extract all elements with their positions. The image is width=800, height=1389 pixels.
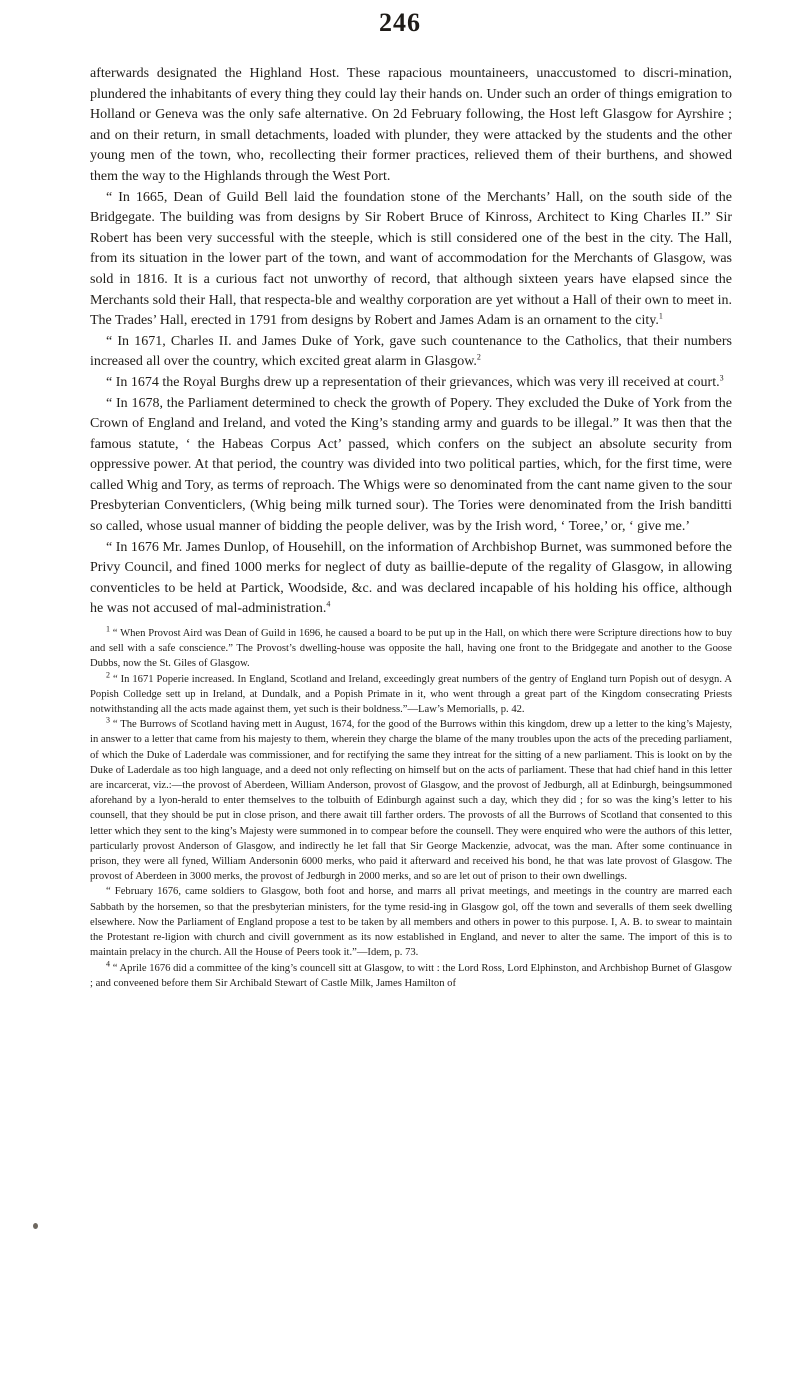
footnote-text: “ When Provost Aird was Dean of Guild in 1696, he caused a board to be put up in the Hall, on which there were Scripture directions how to buy and sell with a safe conscience.” The Provost’s dwelling-house was opposite the hall, having one front to the Bridgegate and another to the Goose Dubbs, now the St. Giles of Glasgow. xyxy=(90,628,732,670)
footnote-text: “ Aprile 1676 did a committee of the king’s councell sitt at Glasgow, to witt : the Lord Ross, Lord Elphinston, and Archbishop Burnet of Glasgow ; and conveened before them Sir Archibald Stewart of Castle Milk, James Hamilton of xyxy=(90,962,732,989)
footnote-text: “ February 1676, came soldiers to Glasgow, both foot and horse, and marrs all privat meetings, and meetings in the country are marred each Sabbath by the horsemen, so that the presbyterian ministers, for the tyme resid-ing in Glasgow gol, off the town and severalls of them seek dwelling elsewhere. Now the Parliament of England propose a test to be taken by all members and others in power to this purpose. I, A. B. to swear to maintain the Protestant re-ligion with church and civill government as its now established in England, and never to alter the same. The import of this is to maintain prelacy in the church. All the House of Peers took it.”—Idem, p. 73. xyxy=(90,886,732,959)
paragraph-text: “ In 1676 Mr. James Dunlop, of Househill, on the information of Archbishop Burnet, was summoned before the Privy Council, and fined 1000 merks for neglect of duty as baillie-depute of the regality of Glasgow, in allowing conventicles to be held at Partick, Woodside, &c. and was declared incapable of his holding his office, although he was not accused of mal-administration. xyxy=(90,539,732,617)
paragraph xyxy=(90,373,732,394)
page-number: 246 xyxy=(379,8,421,37)
footnote-ref: 4 xyxy=(326,599,331,609)
footnote-mark: 4 xyxy=(106,958,110,968)
footnote xyxy=(90,958,732,991)
paragraph xyxy=(90,64,732,188)
footnote-ref: 3 xyxy=(719,373,724,383)
paragraph-text: afterwards designated the Highland Host. These rapacious mountaineers, unaccustomed to discri-mination, plundered the inhabitants of every thing they could lay their hands on. Under such an order of things emigration to Holland or Geneva was the only safe alternative. On 2d February following, the Host left Glasgow for Ayrshire ; and on their return, in small detachments, loaded with plunder, they were attacked by the students and the other young men of the town, who, recollecting their former practices, relieved them of their burthens, and showed them the way to the Highlands through the West Port. xyxy=(90,66,732,184)
paragraph-text: “ In 1671, Charles II. and James Duke of York, gave such countenance to the Catholics, that their numbers increased all over the country, which excited great alarm in Glasgow. xyxy=(90,333,732,370)
footnote-mark: 3 xyxy=(106,715,110,725)
paragraph-text: “ In 1665, Dean of Guild Bell laid the foundation stone of the Merchants’ Hall, on the south side of the Bridgegate. The building was from designs by Sir Robert Bruce of Kinross, Architect to King Charles II.” Sir Robert has been very successful with the steeple, which is still considered one of the best in the city. The Hall, from its situation in the lower part of the town, and want of accommodation for the Merchants of Glasgow, was sold in 1816. It is a curious fact not unworthy of record, that although sixteen years have elapsed since the Merchants sold their Hall, that respecta-ble and wealthy corporation are yet without a Hall of their own to meet in. The Trades’ Hall, erected in 1791 from designs by Robert and James Adam is an ornament to the city. xyxy=(90,189,732,329)
footnote-ref: 1 xyxy=(658,311,663,321)
paragraph-text: “ In 1674 the Royal Burghs drew up a representation of their grievances, which was very ill received at court. xyxy=(106,374,720,390)
footnote xyxy=(90,717,732,884)
footnotes xyxy=(90,626,732,991)
ink-blemish xyxy=(33,1223,38,1229)
paragraph xyxy=(90,332,732,373)
text-block xyxy=(90,64,732,991)
footnote-mark: 1 xyxy=(106,624,110,634)
footnote xyxy=(90,884,732,960)
body-text xyxy=(90,64,732,620)
footnote xyxy=(90,672,732,718)
paragraph xyxy=(90,538,732,620)
footnote xyxy=(90,626,732,672)
footnote-ref: 2 xyxy=(476,352,481,362)
paragraph xyxy=(90,394,732,538)
footnote-mark: 2 xyxy=(106,670,110,680)
footnote-text: “ In 1671 Poperie increased. In England, Scotland and Ireland, exceedingly great numbers of the gentry of England turn Popish out of desygn. A Popish Colledge sett up in Ireland, at Dundalk, and a Popish Primate in it, who went through a great part of the Kingdom consecrating Priests notwithstanding all the acts made against them, yet such is their boldness.”—Law’s Memorialls, p. 42. xyxy=(90,673,732,716)
paragraph-text: “ In 1678, the Parliament determined to check the growth of Popery. They excluded the Duke of York from the Crown of England and Ireland, and voted the King’s standing army and guards to be illegal.” It was then that the famous statute, ‘ the Habeas Corpus Act’ passed, which confers on the subject an absolute security from oppressive power. At that period, the country was divided into two political parties, which, for the first time, were called Whig and Tory, as terms of reproach. The Whigs were so denominated from the cant name given to the sour Presbyterian Conventiclers, (Whig being milk turned sour). The Tories were denominated from the Irish banditti so called, whose usual manner of bidding the people deliver, was by the Irish word, ‘ Toree,’ or, ‘ give me.’ xyxy=(90,395,732,535)
paragraph xyxy=(90,188,732,332)
footnote-text: “ The Burrows of Scotland having mett in August, 1674, for the good of the Burrows within this kingdom, drew up a letter to the king’s Majesty, in answer to a letter that came from his majesty to them, wherein they charge the blame of the many troubles upon the acts of the preceding parliament, of which the Duke of Laderdale was commissioner, and for rectifying the same they intreat for the sitting of a new parliament. This is lookt on by the Duke of Laderdale as too high language, and a deed not only reflecting on himself but on the acts of parliament. These that had chief hand in this letter are incarcerat, viz.:—the provost of Aberdeen, William Anderson, provost of Glasgow, and the provost of Jedburgh, all at Edinburgh, beingsummoned aforehand by a lyon-herald to enter themselves to the tolbuith of Edinburgh against such a day, which they did ; for so was the king’s letter to his counsell, that they should be put in close prison, and there await till farther orders. The provosts of all the Burrows of Scotland that consented to this letter which they sent to the king’s Majesty were summoned in to compear before the counsell. They were enquired who were the authors of this letter, particularly provost Anderson of Glasgow, and indirectly he let fall that Sir George Mackenzie, advocat, was the man. After some continuance in prison, they were all fyned, William Andersonin 6000 merks, who paid it afterward and received his bond, he that was late provost of Glasgow. The provost of Aberdeen in 3000 merks, the provost of Jedburgh in 2000 merks, and so are let out of prison to their own dwellings. xyxy=(90,719,732,883)
